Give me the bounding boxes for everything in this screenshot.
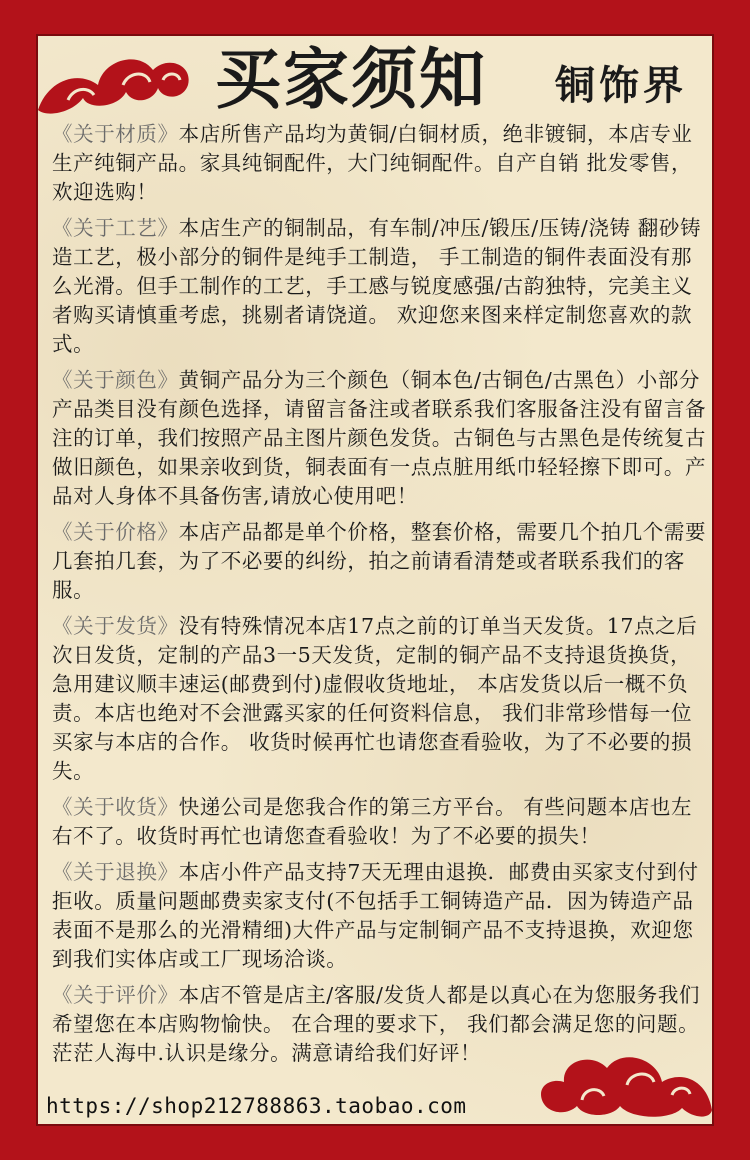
section-receiving xyxy=(52,793,712,851)
brand-name: 铜饰界 xyxy=(555,62,687,109)
section-color xyxy=(52,366,712,511)
section-price xyxy=(52,518,712,605)
page-title: 买家须知 xyxy=(215,41,487,118)
section-tag: 《关于材质》 xyxy=(52,122,179,146)
section-tag: 《关于颜色》 xyxy=(52,368,179,392)
section-text: 本店产品都是单个价格，整套价格，需要几个拍几个需要几套拍几套，为了不必要的纠纷，拍之前请看清楚或者联系我们的客服。 xyxy=(52,520,707,602)
section-tag: 《关于退换》 xyxy=(52,860,179,884)
section-text: 没有特殊情况本店17点之前的订单当天发货。17点之后次日发货，定制的产品3一5天发货，定制的铜产品不支持退货换货，急用建议顺丰速运(邮费到付)虚假收货地址， 本店发货以后一概不负责。本店也绝对不会泄露买家的任何资料信息， 我们非常珍惜每一位买家与本店的合作。 收货时候再忙也请您查看验收，为了不必要的损失。 xyxy=(52,614,698,783)
section-returns xyxy=(52,858,712,974)
section-material xyxy=(52,120,712,207)
section-craft xyxy=(52,214,712,359)
section-text: 快递公司是您我合作的第三方平台。 有些问题本店也左右不了。收货时再忙也请您查看验收！为了不必要的损失！ xyxy=(52,795,693,848)
auspicious-cloud-icon xyxy=(28,40,198,120)
section-text: 本店生产的铜制品，有车制/冲压/锻压/压铸/浇铸 翻砂铸造工艺，极小部分的铜件是纯手工制造， 手工制造的铜件表面没有那么光滑。但手工制作的工艺，手工感与锐度感强/古韵独特，完美主义者购买请慎重考虑，挑剔者请饶道。 欢迎您来图来样定制您喜欢的款式。 xyxy=(52,216,702,356)
section-tag: 《关于发货》 xyxy=(52,614,179,638)
section-shipping xyxy=(52,612,712,786)
section-tag: 《关于工艺》 xyxy=(52,216,179,240)
section-tag: 《关于收货》 xyxy=(52,795,179,819)
section-text: 黄铜产品分为三个颜色（铜本色/古铜色/古黑色）小部分产品类目没有颜色选择，请留言备注或者联系我们客服备注没有留言备注的订单，我们按照产品主图片颜色发货。古铜色与古黑色是传统复古做旧颜色，如果亲收到货，铜表面有一点点脏用纸巾轻轻擦下即可。产品对人身体不具备伤害,请放心使用吧！ xyxy=(52,368,707,508)
notice-content xyxy=(52,120,712,1075)
section-text: 本店所售产品均为黄铜/白铜材质，绝非镀铜，本店专业生产纯铜产品。家具纯铜配件，大门纯铜配件。自产自销 批发零售，欢迎选购！ xyxy=(52,122,693,204)
section-reviews xyxy=(52,981,712,1068)
shop-url: https://shop212788863.taobao.com xyxy=(46,1094,467,1118)
section-text: 本店不管是店主/客服/发货人都是以真心在为您服务我们希望您在本店购物愉快。 在合理的要求下， 我们都会满足您的问题。茫茫人海中.认识是缘分。满意请给我们好评！ xyxy=(52,983,701,1065)
section-tag: 《关于价格》 xyxy=(52,520,179,544)
section-tag: 《关于评价》 xyxy=(52,983,179,1007)
section-text: 本店小件产品支持7天无理由退换．邮费由买家支付到付拒收。质量问题邮费卖家支付(不包括手工铜铸造产品．因为铸造产品表面不是那么的光滑精细)大件产品与定制铜产品不支持退换，欢迎您到我们实体店或工厂现场洽谈。 xyxy=(52,860,699,971)
